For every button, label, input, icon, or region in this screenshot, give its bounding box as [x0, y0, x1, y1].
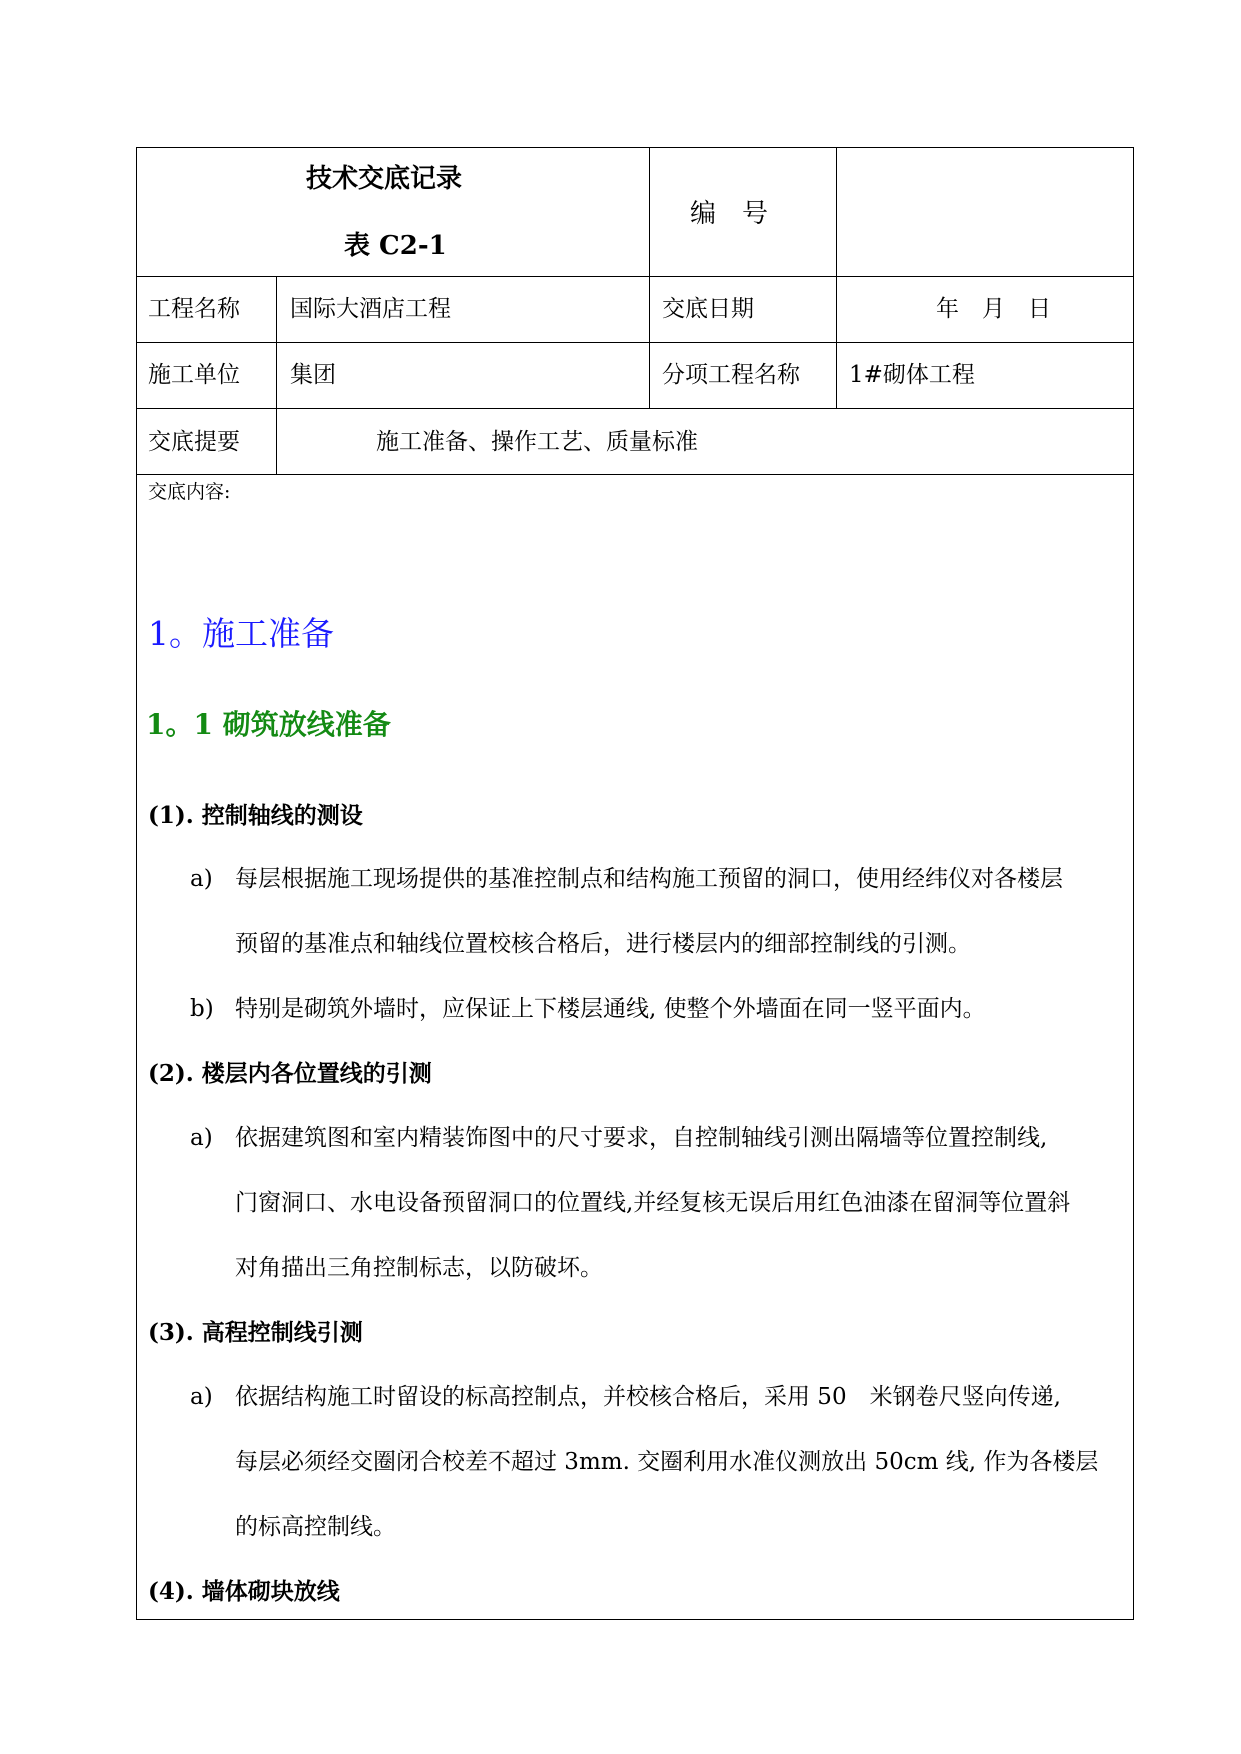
paragraph-line: 每层根据施工现场提供的基准控制点和结构施工预留的洞口，使用经纬仪对各楼层: [235, 866, 1063, 892]
list-marker: a): [190, 866, 213, 892]
form-code: 表 C2-1: [344, 231, 447, 261]
document-title: 技术交底记录: [306, 164, 463, 194]
row-divider: [136, 474, 1134, 475]
sub-project-label: 分项工程名称: [662, 362, 800, 388]
paragraph-line: 门窗洞口、水电设备预留洞口的位置线,并经复核无误后用红色油漆在留洞等位置斜: [235, 1190, 1071, 1216]
project-name-label: 工程名称: [148, 296, 240, 322]
col-divider: [836, 147, 837, 408]
paragraph-line: 对角描出三角控制标志，以防破坏。: [235, 1255, 603, 1281]
contractor-label: 施工单位: [148, 362, 240, 388]
paragraph-line: 的标高控制线。: [235, 1514, 396, 1540]
date-label: 交底日期: [662, 296, 754, 322]
heading-masonry-layout-prep: 1。1 砌筑放线准备: [146, 708, 391, 741]
summary-label: 交底提要: [148, 429, 240, 455]
heading-construction-prep: 1。施工准备: [148, 614, 334, 653]
section-title-floor-lines: (2). 楼层内各位置线的引测: [148, 1060, 432, 1087]
contractor-value: 集团: [290, 362, 336, 388]
section-title-elevation-control: (3). 高程控制线引测: [148, 1319, 363, 1346]
project-name-value: 国际大酒店工程: [290, 296, 451, 322]
section-title-axis-control: (1). 控制轴线的测设: [148, 802, 363, 829]
row-divider: [136, 276, 1134, 277]
paragraph-line: 依据建筑图和室内精装饰图中的尺寸要求，自控制轴线引测出隔墙等位置控制线,: [235, 1125, 1048, 1151]
content-label: 交底内容:: [148, 481, 231, 503]
paragraph-line: 预留的基准点和轴线位置校核合格后，进行楼层内的细部控制线的引测。: [235, 931, 971, 957]
row-divider: [136, 408, 1134, 409]
sub-project-value: 1#砌体工程: [849, 362, 975, 388]
number-label: 编 号: [690, 199, 769, 229]
list-marker: a): [190, 1125, 213, 1151]
list-marker: b): [190, 996, 214, 1022]
paragraph-line: 依据结构施工时留设的标高控制点，并校核合格后，采用 50 米钢卷尺竖向传递,: [235, 1384, 1061, 1410]
col-divider: [276, 276, 277, 474]
section-title-block-layout: (4). 墙体砌块放线: [148, 1578, 340, 1605]
paragraph-line: 特别是砌筑外墙时，应保证上下楼层通线, 使整个外墙面在同一竖平面内。: [235, 996, 986, 1022]
summary-value: 施工准备、操作工艺、质量标准: [376, 429, 698, 455]
col-divider: [649, 147, 650, 408]
date-value: 年 月 日: [936, 296, 1051, 322]
list-marker: a): [190, 1384, 213, 1410]
row-divider: [136, 342, 1134, 343]
paragraph-line: 每层必须经交圈闭合校差不超过 3mm. 交圈利用水准仪测放出 50cm 线, 作为各楼层: [235, 1449, 1099, 1475]
